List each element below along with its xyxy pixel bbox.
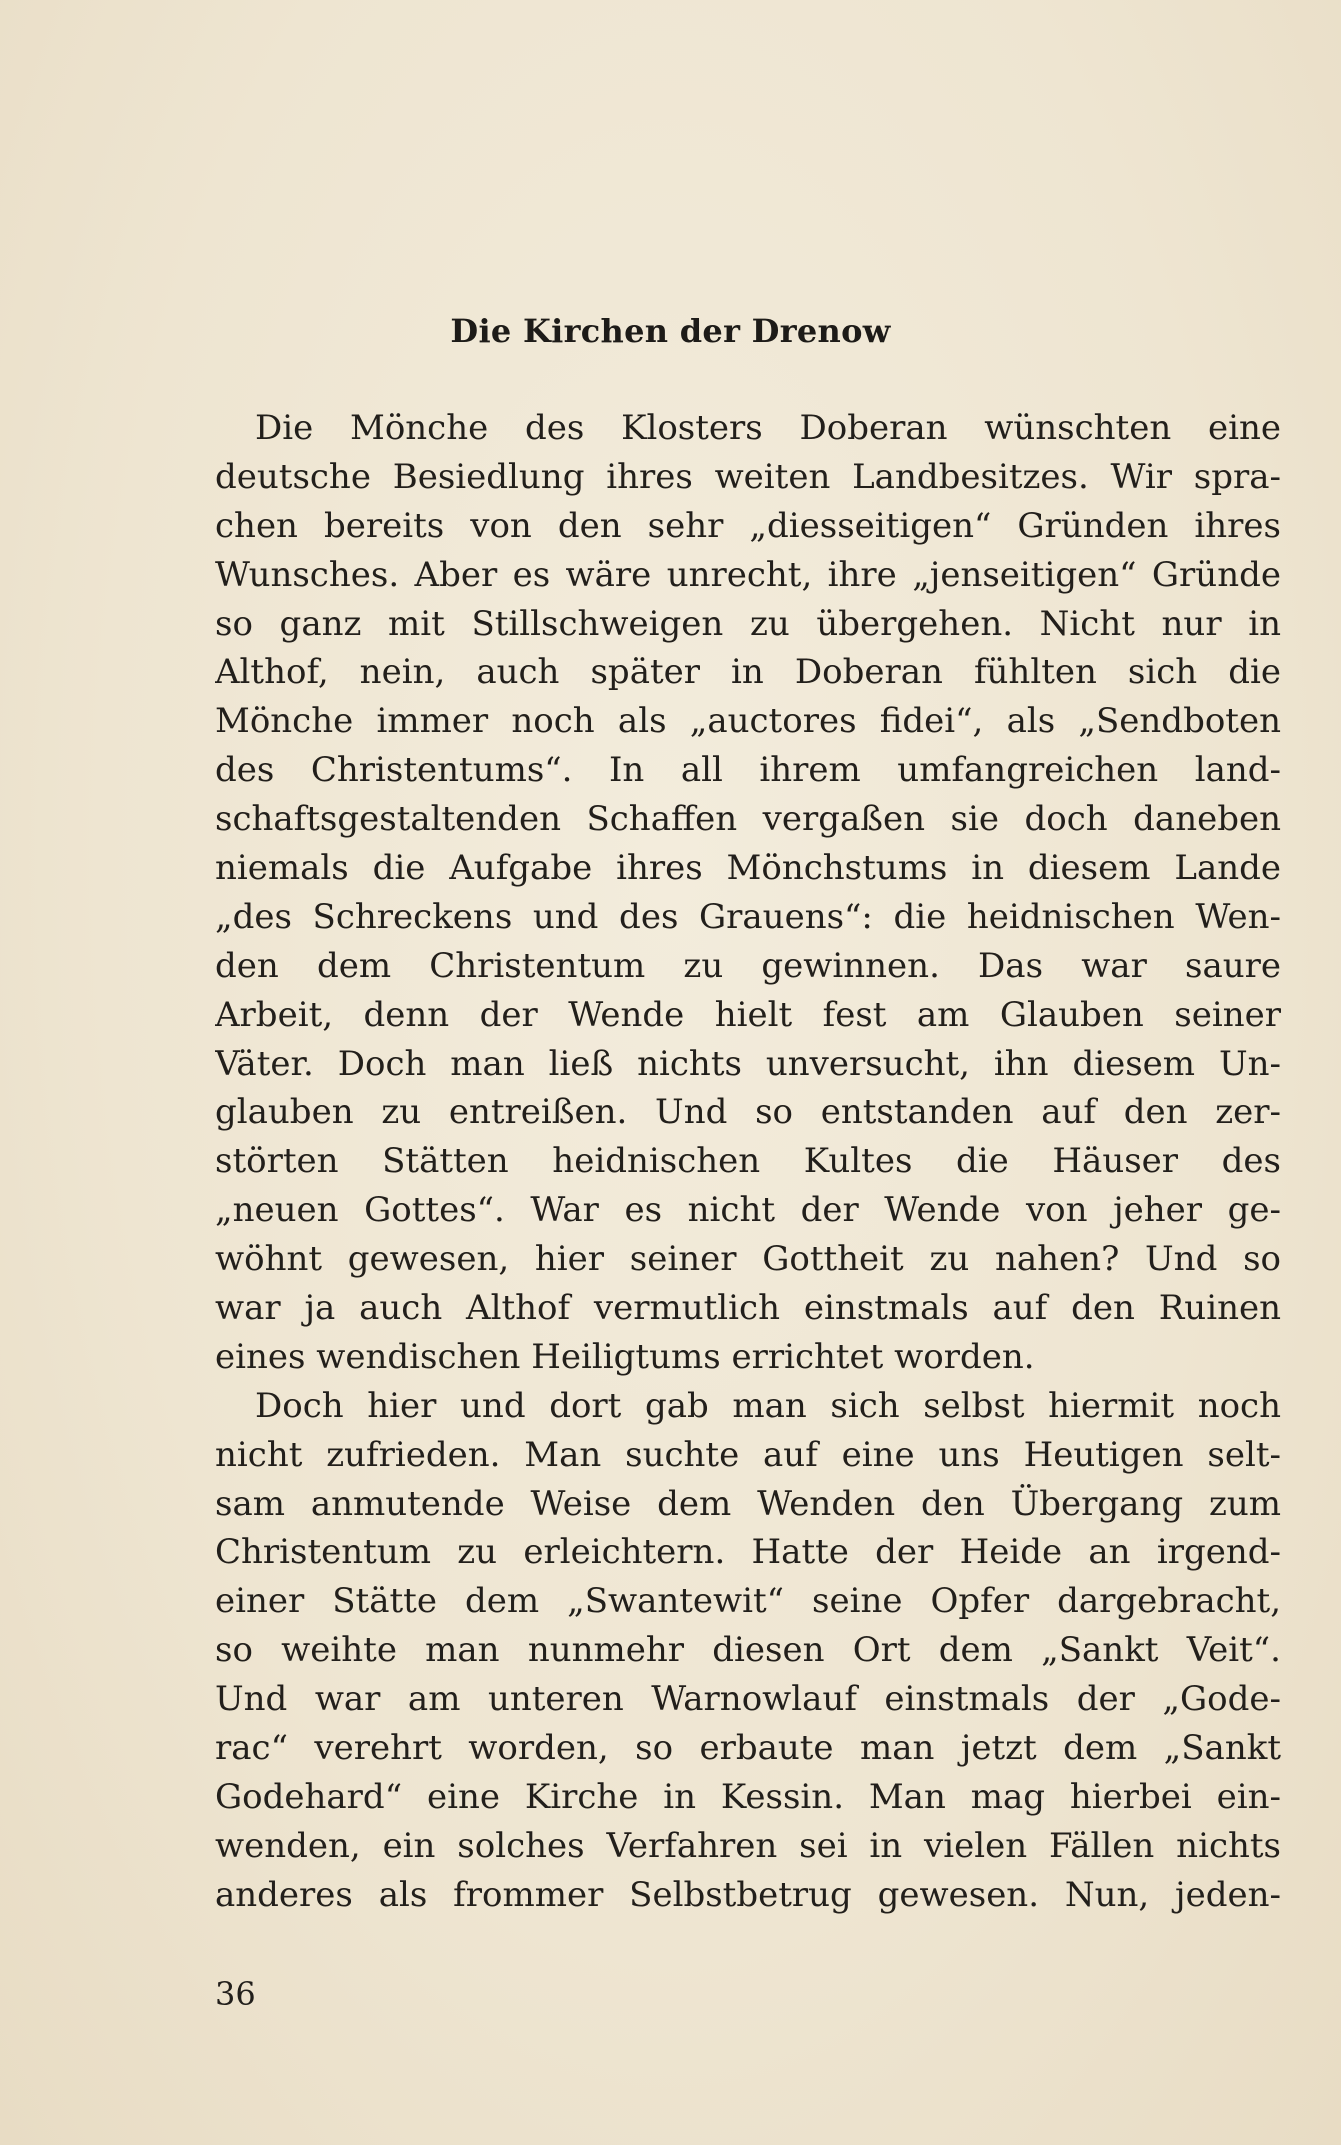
text-line: anderes als frommer Selbstbetrug gewesen. Nun, jeden-: [215, 1874, 1281, 1915]
paragraph: [215, 404, 1281, 1382]
text-line: war ja auch Althof vermutlich einstmals auf den Ruinen: [215, 1288, 1281, 1329]
text-line: Christentum zu erleichtern. Hatte der Heide an irgend-: [215, 1532, 1281, 1573]
text-line: sam anmutende Weise dem Wenden den Übergang zum: [215, 1483, 1281, 1524]
text-line: „des Schreckens und des Grauens“: die heidnischen Wen-: [215, 896, 1281, 937]
text-line: nicht zufrieden. Man suchte auf eine uns Heutigen selt-: [215, 1434, 1281, 1475]
text-line: des Christentums“. In all ihrem umfangreichen land-: [215, 750, 1281, 791]
text-line: störten Stätten heidnischen Kultes die Häuser des: [215, 1141, 1281, 1182]
text-line: Godehard“ eine Kirche in Kessin. Man mag hierbei ein-: [215, 1776, 1281, 1817]
paragraph: [215, 1382, 1281, 1920]
text-line: Väter. Doch man ließ nichts unversucht, ihn diesem Un-: [215, 1043, 1281, 1084]
text-line: wenden, ein solches Verfahren sei in vielen Fällen nichts: [215, 1825, 1281, 1866]
text-line: chen bereits von den sehr „diesseitigen“ Gründen ihres: [215, 505, 1281, 546]
text-line: Arbeit, denn der Wende hielt fest am Glauben seiner: [215, 994, 1281, 1035]
text-line: einer Stätte dem „Swantewit“ seine Opfer dargebracht,: [215, 1581, 1281, 1622]
text-line: Wunsches. Aber es wäre unrecht, ihre „jenseitigen“ Gründe: [215, 554, 1281, 595]
text-line: eines wendischen Heiligtums errichtet worden.: [215, 1336, 1035, 1377]
chapter-title: Die Kirchen der Drenow: [450, 312, 891, 350]
text-line: „neuen Gottes“. War es nicht der Wende von jeher ge-: [215, 1190, 1281, 1231]
text-line: schaftsgestaltenden Schaffen vergaßen sie doch daneben: [215, 799, 1281, 840]
text-line: Doch hier und dort gab man sich selbst hiermit noch: [255, 1385, 1281, 1426]
text-line: Und war am unteren Warnowlauf einstmals der „Gode-: [215, 1679, 1281, 1720]
text-line: niemals die Aufgabe ihres Mönchstums in diesem Lande: [215, 848, 1281, 889]
page-number: 36: [215, 1975, 256, 2013]
body-text: [215, 404, 1281, 1920]
text-line: wöhnt gewesen, hier seiner Gottheit zu nahen? Und so: [215, 1239, 1281, 1280]
text-line: den dem Christentum zu gewinnen. Das war saure: [215, 945, 1281, 986]
text-line: so weihte man nunmehr diesen Ort dem „Sankt Veit“.: [215, 1630, 1281, 1671]
text-line: Die Mönche des Klosters Doberan wünschten eine: [255, 408, 1281, 448]
text-line: glauben zu entreißen. Und so entstanden auf den zer-: [215, 1092, 1281, 1133]
text-line: rac“ verehrt worden, so erbaute man jetzt dem „Sankt: [215, 1728, 1281, 1769]
text-line: so ganz mit Stillschweigen zu übergehen. Nicht nur in: [215, 603, 1281, 644]
text-line: Althof, nein, auch später in Doberan fühlten sich die: [215, 652, 1281, 693]
text-line: Mönche immer noch als „auctores fidei“, als „Sendboten: [215, 701, 1281, 742]
text-line: deutsche Besiedlung ihres weiten Landbesitzes. Wir spra-: [215, 456, 1281, 497]
